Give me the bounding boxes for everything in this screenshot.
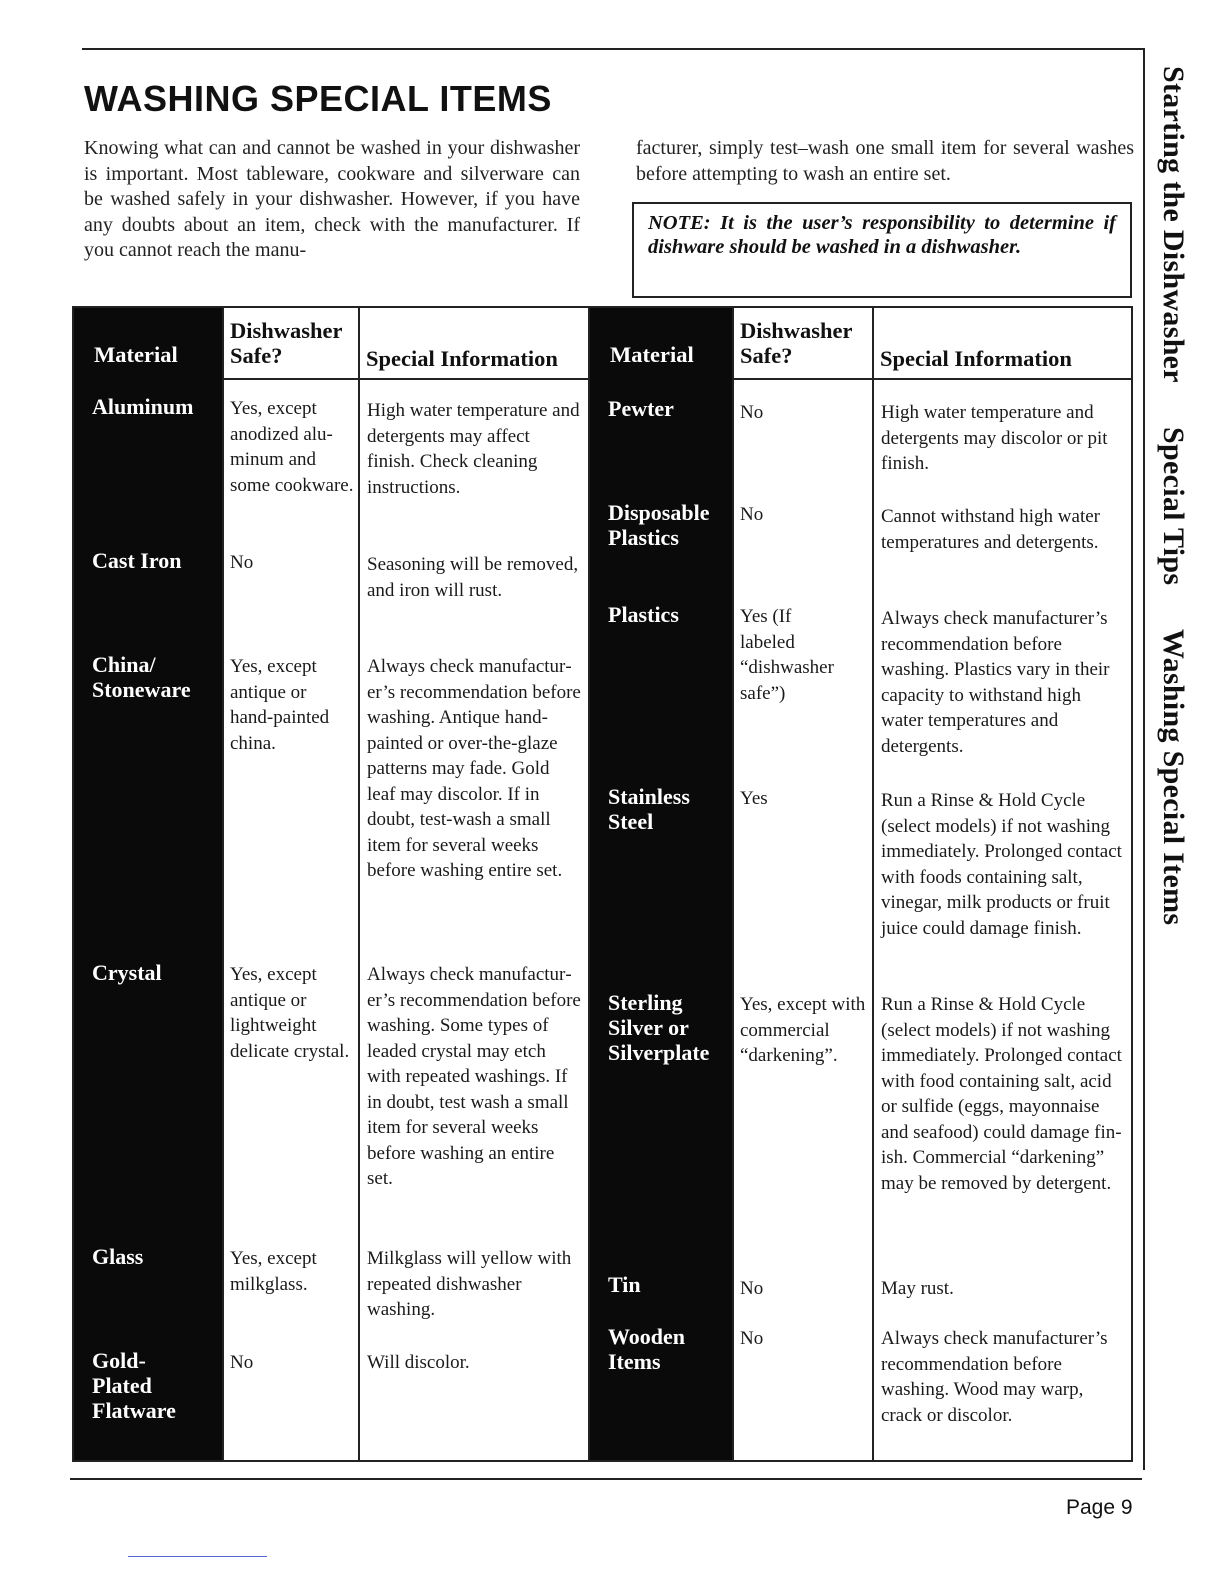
safe-pewter: No (740, 402, 764, 423)
info-column (872, 308, 1131, 1460)
intro-paragraph-right: facturer, simply test–wash one small item for several washes before attempting to wash an entire set. (636, 137, 1134, 185)
bottom-rule (70, 1478, 1142, 1480)
page-title: WASHING SPECIAL ITEMS (84, 78, 552, 119)
info-aluminum: High water temperature and detergents may affect finish. Check cleaning instructions. (367, 400, 580, 498)
info-crystal: Always check manufacturer’s recommendation before washing. Some types of leaded crystal may etch with repeated washings. If in doubt, test wash a small item for several weeks before washing an entire set. (367, 964, 581, 1189)
material-tin: Tin (608, 1272, 641, 1297)
header-special-information: Special Information (366, 346, 558, 371)
side-tab-washing-special-items: Washing Special Items (1157, 629, 1190, 926)
side-rule (1143, 48, 1145, 1470)
material-column (74, 308, 222, 1460)
intro-paragraph-left: Knowing what can and cannot be washed in your dishwasher is important. Most tableware, cookware and silverware can be washed safely in your dishwasher. However, if you have any doubts about an item, check with the manufacturer. If you cannot reach the manu- (84, 137, 580, 261)
safe-wooden-items: No (740, 1328, 764, 1349)
safe-plastics: Yes (If labeled “dishwasher safe”) (740, 606, 834, 704)
side-tab-starting-the-dishwasher: Starting the Dishwasher (1157, 66, 1190, 383)
safe-column (222, 308, 358, 1460)
info-tin: May rust. (881, 1278, 954, 1299)
info-glass: Milkglass will yellow with repeated dishwasher washing. (367, 1248, 572, 1320)
info-pewter: High water temperature and detergents may discolor or pit finish. (881, 402, 1108, 474)
safe-stainless-steel: Yes (740, 788, 768, 809)
info-sterling-silver: Run a Rinse & Hold Cycle (select models) if not washing immediately. Prolonged contact with food containing salt, acid or sulfide (eggs, mayonnaise and seafood) could damage finish. Commercial “darkening” may be removed by detergent. (881, 994, 1122, 1194)
info-wooden-items: Always check manufacturer’s recommendation before washing. Wood may warp, crack or discolor. (881, 1328, 1108, 1426)
safe-gold-plated-flatware: No (230, 1352, 254, 1373)
material-wooden-items: Wooden Items (608, 1324, 686, 1374)
material-china-stoneware: China/ Stoneware (92, 652, 191, 702)
material-plastics: Plastics (608, 602, 679, 627)
material-aluminum: Aluminum (92, 394, 194, 419)
info-plastics: Always check manufacturer’s recommendation before washing. Plastics vary in their capacity to withstand high water temperatures and detergents. (881, 608, 1110, 757)
material-gold-plated-flatware: Gold-Plated Flatware (92, 1348, 176, 1423)
page-number: Page 9 (1066, 1496, 1133, 1519)
safe-crystal: Yes, except antique or lightweight delicate crystal. (230, 964, 350, 1062)
info-cast-iron: Seasoning will be removed, and iron will rust. (367, 554, 579, 601)
info-stainless-steel: Run a Rinse & Hold Cycle (select models) if not washing immediately. Prolonged contact with foods containing salt, vinegar, milk products or fruit juice could damage finish. (881, 790, 1122, 939)
safe-tin: No (740, 1278, 764, 1299)
material-crystal: Crystal (92, 960, 162, 985)
info-column (358, 308, 588, 1460)
header-dishwasher-safe: Dishwasher Safe? (740, 318, 853, 368)
side-tabs (1156, 66, 1190, 926)
safe-column (732, 308, 872, 1460)
material-disposable-plastics: Disposable Plastics (608, 500, 710, 550)
header-material: Material (94, 342, 178, 367)
info-china-stoneware: Always check manufacturer’s recommendation before washing. Antique hand-painted or over-the-glaze patterns may fade. Gold leaf may discolor. If in doubt, test-wash a small item for several weeks before washing entire set. (367, 656, 581, 881)
materials-table-right (588, 306, 1133, 1462)
safe-sterling-silver: Yes, except with commercial “darkening”. (740, 994, 866, 1066)
header-special-information: Special Information (880, 346, 1072, 371)
material-stainless-steel: Stainless Steel (608, 784, 690, 834)
safe-aluminum: Yes, except anodized aluminum and some cookware. (230, 398, 354, 496)
materials-table-left (72, 306, 590, 1462)
material-glass: Glass (92, 1244, 144, 1269)
material-pewter: Pewter (608, 396, 674, 421)
side-tab-special-tips: Special Tips (1157, 426, 1190, 586)
material-column (590, 308, 732, 1460)
info-gold-plated-flatware: Will discolor. (367, 1352, 470, 1373)
note-box: NOTE: It is the user’s responsibility to determine if dishware should be washed in a dishwasher. (632, 202, 1132, 298)
safe-china-stoneware: Yes, except antique or hand-painted china. (230, 656, 330, 754)
safe-cast-iron: No (230, 552, 254, 573)
safe-glass: Yes, except milkglass. (230, 1248, 317, 1295)
material-cast-iron: Cast Iron (92, 548, 182, 573)
header-material: Material (610, 342, 694, 367)
safe-disposable-plastics: No (740, 504, 764, 525)
top-rule (82, 48, 1144, 50)
info-disposable-plastics: Cannot withstand high water temperatures and detergents. (881, 506, 1100, 553)
footer-link-underline (128, 1556, 267, 1557)
material-sterling-silver: Sterling Silver or Silverplate (608, 990, 710, 1065)
header-dishwasher-safe: Dishwasher Safe? (230, 318, 343, 368)
